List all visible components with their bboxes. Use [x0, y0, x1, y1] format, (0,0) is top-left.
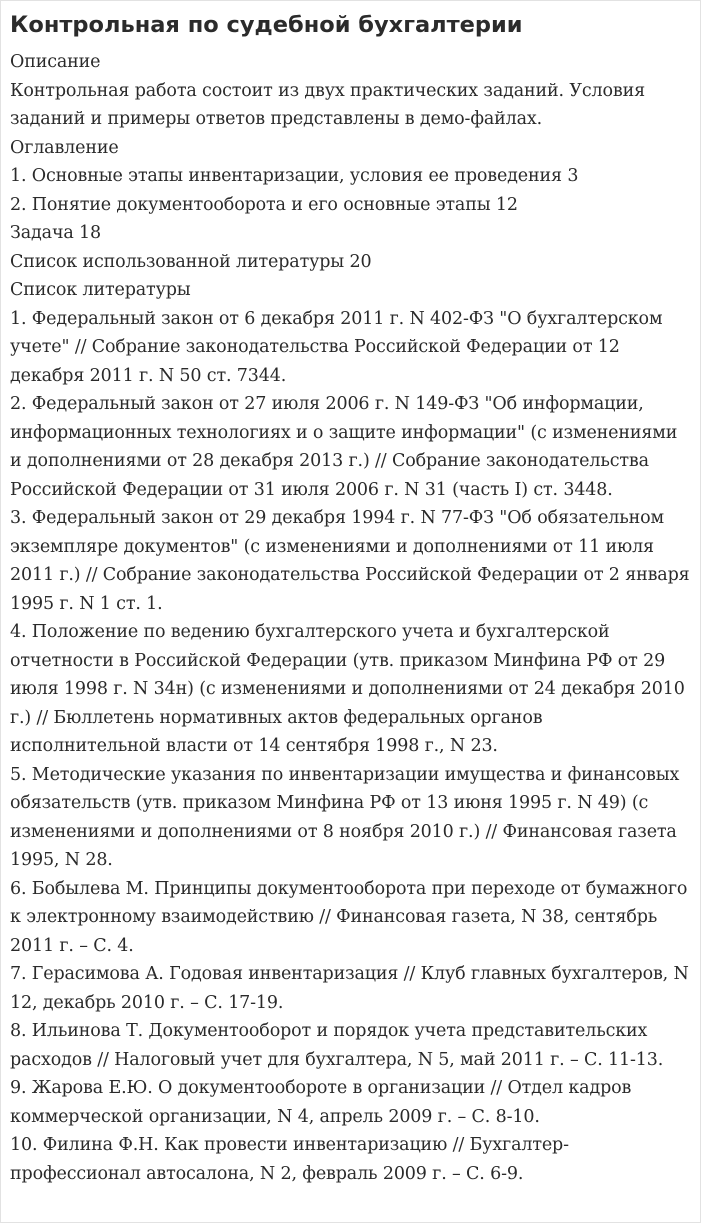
document-content [10, 48, 692, 1188]
reference-item-5: 5. Методические указания по инвентаризации имущества и финансовых обязательств (утв. приказом Минфина РФ от 13 июня 1995 г. N 49) (с изменениями и дополнениями от 8 ноября 2010 г.) // Финансовая газета 1995, N 28. [10, 764, 680, 870]
reference-item-2: 2. Федеральный закон от 27 июля 2006 г. N 149-ФЗ "Об информации, информационных технологиях и о защите информации" (с изменениями и дополнениями от 28 декабря 2013 г.) // Собрание законодательства Российской Федерации от 31 июля 2006 г. N 31 (часть I) ст. 3448. [10, 394, 678, 500]
page-title: Контрольная по судебной бухгалтерии [10, 12, 523, 38]
description-text: Контрольная работа состоит из двух практических заданий. Условия заданий и примеры ответов представлены в демо-файлах. [10, 80, 645, 129]
description-heading: Описание [10, 52, 101, 72]
toc-item-3: Задача 18 [10, 223, 102, 243]
references-heading: Список литературы [10, 280, 191, 300]
toc-item-1: 1. Основные этапы инвентаризации, условия ее проведения 3 [10, 166, 579, 186]
toc-item-4: Список использованной литературы 20 [10, 251, 372, 272]
reference-item-7: 7. Герасимова А. Годовая инвентаризация // Клуб главных бухгалтеров, N 12, декабрь 2010 г. – С. 17-19. [10, 964, 689, 1013]
reference-item-10: 10. Филина Ф.Н. Как провести инвентаризацию // Бухгалтер-профессионал автосалона, N 2, февраль 2009 г. – С. 6-9. [10, 1135, 569, 1184]
toc-heading: Оглавление [10, 137, 119, 158]
reference-item-4: 4. Положение по ведению бухгалтерского учета и бухгалтерской отчетности в Российской Федерации (утв. приказом Минфина РФ от 29 июля 1998 г. N 34н) (с изменениями и дополнениями от 24 декабря 2010 г.) // Бюллетень нормативных актов федеральных органов исполнительной власти от 14 сентября 1998 г., N 23. [10, 622, 685, 756]
reference-item-8: 8. Ильинова Т. Документооборот и порядок учета представительских расходов // Налоговый учет для бухгалтера, N 5, май 2011 г. – С. 11-13. [10, 1021, 664, 1070]
reference-item-3: 3. Федеральный закон от 29 декабря 1994 г. N 77-ФЗ "Об обязательном экземпляре документов" (с изменениями и дополнениями от 11 июля 2011 г.) // Собрание законодательства Российской Федерации от 2 января 1995 г. N 1 ст. 1. [10, 508, 690, 614]
reference-item-6: 6. Бобылева М. Принципы документооборота при переходе от бумажного к электронному взаимодействию // Финансовая газета, N 38, сентябрь 2011 г. – С. 4. [10, 878, 688, 956]
toc-item-2: 2. Понятие документооборота и его основные этапы 12 [10, 194, 518, 215]
reference-item-1: 1. Федеральный закон от 6 декабря 2011 г. N 402-ФЗ "О бухгалтерском учете" // Собрание законодательства Российской Федерации от 12 декабря 2011 г. N 50 ст. 7344. [10, 308, 663, 386]
reference-item-9: 9. Жарова Е.Ю. О документообороте в организации // Отдел кадров коммерческой организации, N 4, апрель 2009 г. – С. 8-10. [10, 1078, 632, 1127]
